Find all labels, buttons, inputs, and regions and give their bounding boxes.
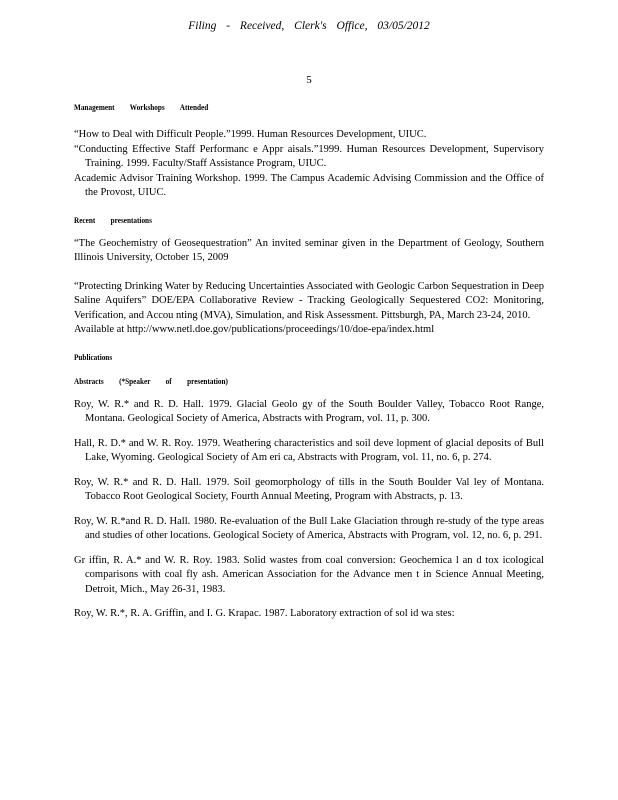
workshop-item: “Conducting Effective Staff Performanc e Appr aisals.”1999. Human Resources Development, Supervisory Training. 1999. Faculty/Staff Assistance Program, UIUC. — [74, 143, 544, 169]
abstract-entry: Roy, W. R.* and R. D. Hall. 1979. Soil geomorphology of tills in the South Boulder Val ley of Montana. Tobacco Root Geological Society, Fourth Annual Meeting, Program with Abstracts, p. 13. — [74, 476, 544, 502]
subsection-heading-abstracts: Abstracts (*Speaker of presentation) — [74, 375, 228, 386]
section-heading-presentations: Recent presentations — [74, 214, 152, 225]
presentation-item: “The Geochemistry of Geosequestration” An invited seminar given in the Department of Geology, Southern Illinois University, October 15, 2009 — [74, 237, 544, 263]
abstract-entry: Roy, W. R.* and R. D. Hall. 1979. Glacial Geolo gy of the South Boulder Valley, Tobacco Root Range, Montana. Geological Society of America, Abstracts with Program, vol. 11, p. 300. — [74, 398, 544, 424]
abstract-entry: Roy, W. R.*, R. A. Griffin, and I. G. Krapac. 1987. Laboratory extraction of sol id wa stes: — [74, 608, 455, 619]
page-number: 5 — [306, 74, 312, 86]
presentation-link: Available at http://www.netl.doe.gov/publications/proceedings/10/doe-epa/index.html — [74, 324, 435, 335]
workshop-item: Academic Advisor Training Workshop. 1999. The Campus Academic Advising Commission and the Office of the Provost, UIUC. — [74, 172, 544, 198]
workshop-item: “How to Deal with Difficult People.”1999. Human Resources Development, UIUC. — [74, 129, 427, 140]
section-heading-workshops: Management Workshops Attended — [74, 102, 209, 112]
section-heading-publications: Publications — [74, 351, 113, 362]
abstract-entry: Gr iffin, R. A.* and W. R. Roy. 1983. Solid wastes from coal conversion: Geochemica l an d tox icological comparisons with coal fly ash. American Association for the Advance men t in Science Annual Meeting, Detroit, Mich., May 26-31, 1983. — [74, 554, 544, 595]
abstract-entry: Hall, R. D.* and W. R. Roy. 1979. Weathering characteristics and soil deve lopment of glacial deposits of Bull Lake, Wyoming. Geological Society of Am eri ca, Abstracts with Program, vol. 11, no. 6, p. 274. — [74, 437, 544, 463]
document-body — [74, 102, 544, 622]
presentation-item: “Protecting Drinking Water by Reducing Uncertainties Associated with Geologic Carbon Sequestration in Deep Saline Aquifers” DOE/EPA Collaborative Review - Tracking Geologically Sequestered CO2: Monitoring, Verification, and Accou nting (MVA), Simulation, and Risk Assessment. Pittsburgh, PA, March 23-24, 2010. — [74, 280, 544, 321]
filing-header: Filing - Received, Clerk's Office, 03/05/2012 — [188, 20, 430, 32]
abstract-entry: Roy, W. R.*and R. D. Hall. 1980. Re-evaluation of the Bull Lake Glaciation through re-study of the type areas and studies of other locations. Geological Society of America, Abstracts with Program, vol. 12, no. 6, p. 291. — [74, 515, 544, 541]
